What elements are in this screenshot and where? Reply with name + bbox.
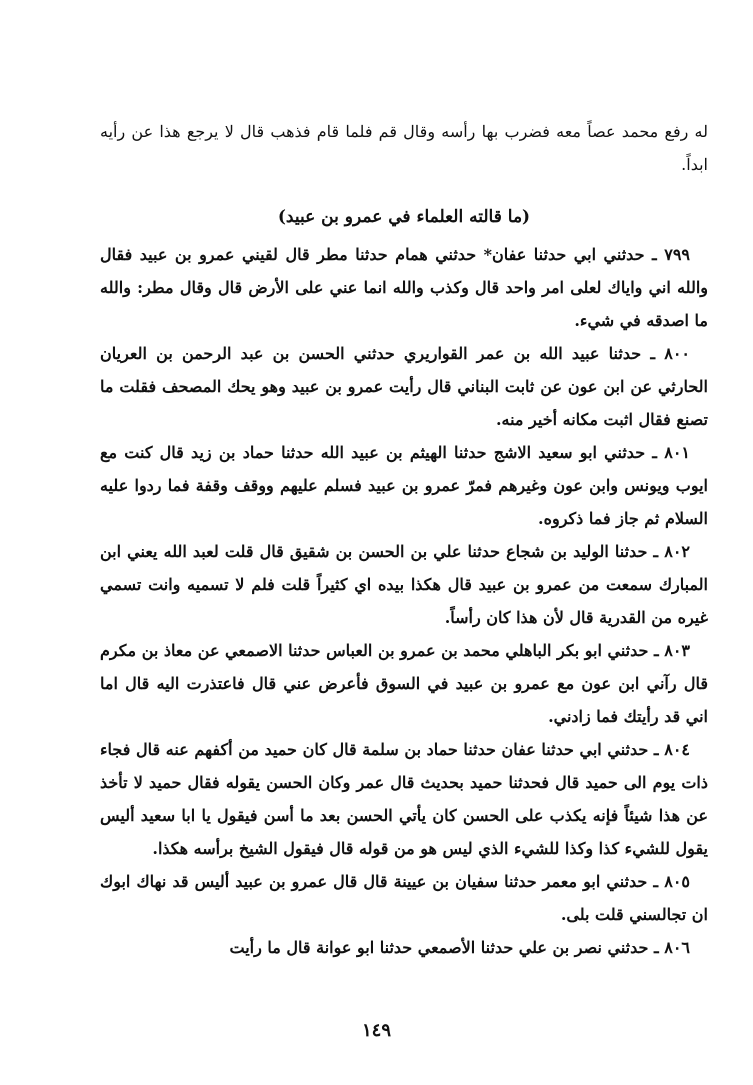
narration-803: ٨٠٣ ـ حدثني ابو بكر الباهلي محمد بن عمرو بن العباس حدثنا الاصمعي عن معاذ بن مكرم قال رآني ابن عون مع عمرو بن عبيد في السوق فأعرض عني قال فاعتذرت اليه قال اما اني قد رأيتك فما زادني.	[99, 641, 708, 726]
intro-paragraph	[100, 115, 708, 181]
narration-804: ٨٠٤ ـ حدثني ابي حدثنا عفان حدثنا حماد بن سلمة قال كان حميد من أكفهم عنه قال فجاء ذات يوم الى حميد قال فحدثنا حميد بحديث قال عمر وكان الحسن يقوله فقال حميد لا تأخذ عن هذا شيئاً فإنه يكذب على الحسن كان يأتي الحسن بعد ما أسن فيقول يا ابا سعيد أليس يقول للشيء كذا وكذا للشيء الذي ليس هو من قوله قال فيقول الشيخ برأسه هكذا.	[100, 740, 708, 858]
narration-806: ٨٠٦ ـ حدثني نصر بن علي حدثنا الأصمعي حدثنا ابو عوانة قال ما رأيت	[229, 938, 690, 957]
section-heading: (ما قالته العلماء في عمرو بن عبيد)	[277, 207, 531, 227]
narration-799: ٧٩٩ ـ حدثني ابي حدثنا عفان* حدثني همام حدثنا مطر قال لقيني عمرو بن عبيد فقال والله اني واياك لعلى امر واحد قال وكذب والله انما عني على الأرض قال وقال مطر: والله ما اصدقه في شيء.	[100, 245, 708, 330]
narrations-list	[100, 238, 708, 964]
intro-text: له رفع محمد عصاً معه فضرب بها رأسه وقال قم فلما قام فذهب قال لا يرجع هذا عن رأيه ابداً.	[100, 122, 708, 174]
narration-805: ٨٠٥ ـ حدثني ابو معمر حدثنا سفيان بن عيينة قال قال عمرو بن عبيد أليس قد نهاك ابوك ان تجالسني قلت بلى.	[100, 872, 708, 924]
narration-801: ٨٠١ ـ حدثني ابو سعيد الاشج حدثنا الهيثم بن عبيد الله حدثنا حماد بن زيد قال كنت مع ايوب ويونس وابن عون وغيرهم فمرّ عمرو بن عبيد فسلم عليهم ووقف وقفة فما ردوا عليه السلام ثم جاز فما ذكروه.	[100, 443, 708, 528]
narration-802: ٨٠٢ ـ حدثنا الوليد بن شجاع حدثنا علي بن الحسن بن شقيق قال قلت لعبد الله يعني ابن المبارك سمعت من عمرو بن عبيد قال هكذا بيده اي كثيراً قلت فلم لا تسميه وانت تسمي غيره من القدرية قال لأن هذا كان رأساً.	[100, 542, 708, 627]
narration-800: ٨٠٠ ـ حدثنا عبيد الله بن عمر القواريري حدثني الحسن بن عبد الرحمن بن العريان الحارثي عن ابن عون عن ثابت البناني قال رأيت عمرو بن عبيد وهو يحك المصحف فقلت ما تصنع فقال اثبت مكانه أخير منه.	[100, 344, 708, 429]
page-number: ١٤٩	[361, 1020, 391, 1041]
